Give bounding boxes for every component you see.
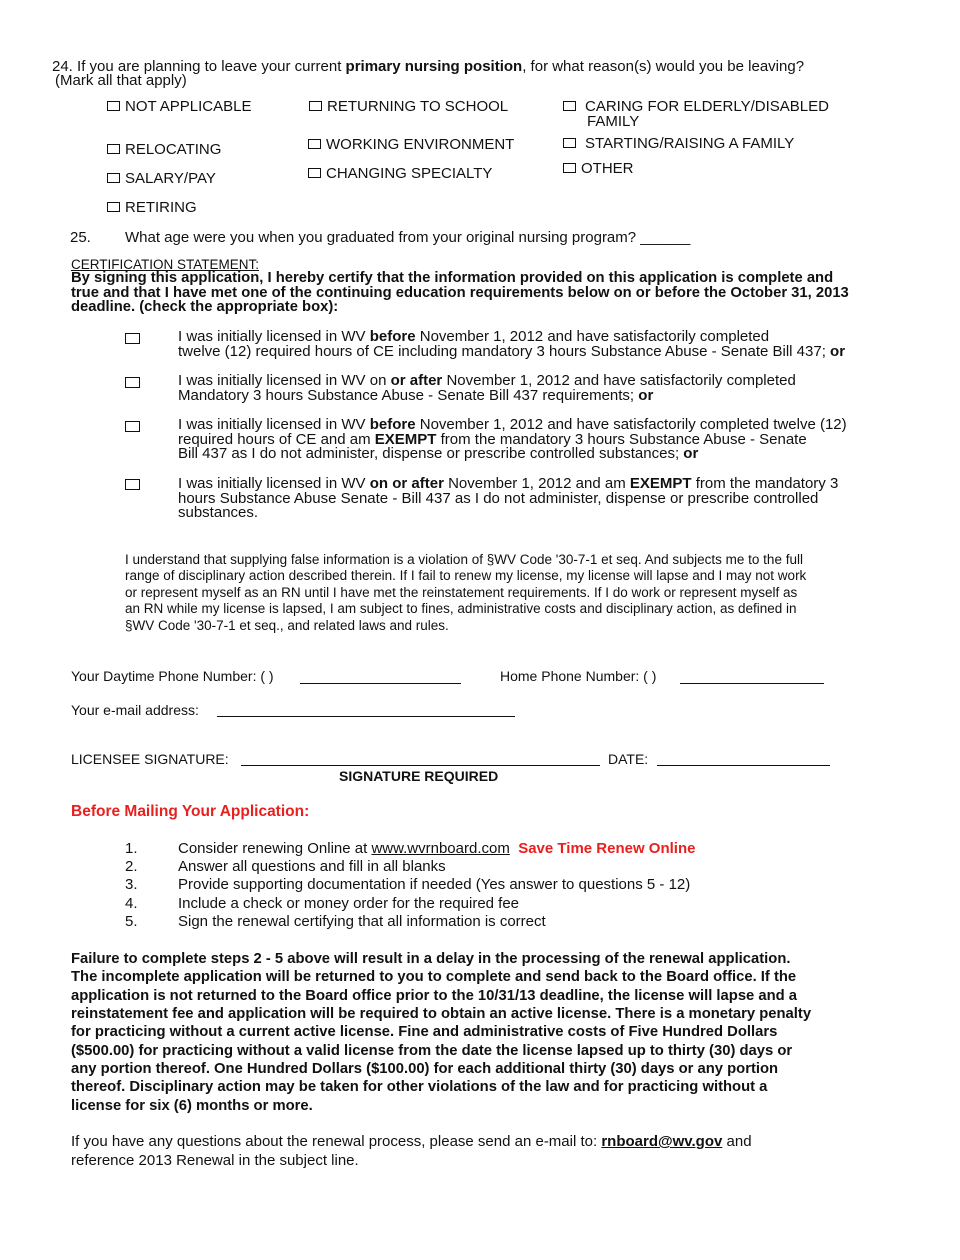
failure-line5: for practicing without a current active license. Fine and administrative costs of Five Hundred Dollars bbox=[71, 1024, 778, 1040]
failure-line9: license for six (6) months or more. bbox=[71, 1098, 313, 1114]
checkbox[interactable] bbox=[308, 168, 321, 178]
option-salary-pay[interactable] bbox=[107, 171, 216, 187]
step-4-number: 4. bbox=[125, 895, 138, 912]
checkbox[interactable] bbox=[563, 138, 576, 148]
cert-option-4-line2: hours Substance Abuse Senate - Bill 437 as I do not administer, dispense or prescribe controlled bbox=[178, 490, 819, 507]
email-label: Your e-mail address: bbox=[71, 702, 199, 718]
checkbox[interactable] bbox=[107, 144, 120, 154]
checkbox[interactable] bbox=[563, 163, 576, 173]
option-returning-to-school[interactable] bbox=[309, 99, 508, 115]
certification-statement-line1: By signing this application, I hereby certify that the information provided on this application is complete and bbox=[71, 270, 834, 286]
option-label: OTHER bbox=[581, 160, 634, 177]
home-phone-field[interactable] bbox=[680, 683, 824, 684]
cert-option-4-line1: I was initially licensed in WV on or after November 1, 2012 and am EXEMPT from the mandatory 3 bbox=[178, 475, 839, 492]
disclaimer-line2: range of disciplinary action described therein. If I fail to renew my license, my license will lapse and I may not work bbox=[125, 568, 807, 583]
option-label: NOT APPLICABLE bbox=[125, 98, 252, 115]
option-label: RETURNING TO SCHOOL bbox=[327, 98, 509, 115]
option-relocating[interactable] bbox=[107, 142, 221, 158]
cert-option-4-line3: substances. bbox=[178, 504, 259, 521]
checkbox[interactable] bbox=[563, 101, 576, 111]
q25-number: 25. bbox=[70, 229, 91, 246]
option-label: CHANGING SPECIALTY bbox=[326, 165, 493, 182]
disclaimer-line5: §WV Code '30-7-1 et seq., and related laws and rules. bbox=[125, 618, 449, 633]
option-caring-family-line2: FAMILY bbox=[587, 113, 640, 130]
disclaimer-line1: I understand that supplying false information is a violation of §WV Code '30-7-1 et seq. And subjects me to the full bbox=[125, 552, 803, 567]
failure-line3: application is not returned to the Board office prior to the 10/31/13 deadline, the license will lapse and a bbox=[71, 988, 798, 1004]
date-label: DATE: bbox=[608, 751, 649, 767]
option-changing-specialty[interactable] bbox=[308, 166, 492, 182]
step-1: Consider renewing Online at www.wvrnboard.com Save Time Renew Online bbox=[178, 840, 696, 857]
failure-line8: thereof. Disciplinary action may be taken for other violations of the law and for practicing without a bbox=[71, 1079, 768, 1095]
certification-heading: CERTIFICATION STATEMENT: bbox=[71, 257, 260, 272]
date-field[interactable] bbox=[657, 765, 830, 766]
q24-text-pre: If you are planning to leave your current bbox=[77, 58, 346, 75]
signature-label: LICENSEE SIGNATURE: bbox=[71, 751, 229, 767]
checkbox[interactable] bbox=[309, 101, 322, 111]
cert-option-1-line1: I was initially licensed in WV before November 1, 2012 and have satisfactorily completed bbox=[178, 328, 770, 345]
step-2: Answer all questions and fill in all blanks bbox=[178, 858, 446, 875]
checkbox[interactable] bbox=[107, 173, 120, 183]
step-5: Sign the renewal certifying that all information is correct bbox=[178, 913, 546, 930]
daytime-phone-field[interactable] bbox=[300, 683, 461, 684]
failure-line7: any portion thereof. One Hundred Dollars ($100.00) for each additional thirty (30) days or any portion bbox=[71, 1061, 779, 1077]
option-other[interactable] bbox=[563, 161, 634, 177]
failure-line6: ($500.00) for practicing without a valid license from the date the license lapsed up to thirty (30) days or bbox=[71, 1043, 793, 1059]
wvrnboard-link[interactable]: www.wvrnboard.com bbox=[371, 840, 510, 857]
questions-line2: reference 2013 Renewal in the subject line. bbox=[71, 1152, 359, 1169]
signature-field[interactable] bbox=[241, 765, 600, 766]
rnboard-email-link[interactable]: rnboard@wv.gov bbox=[601, 1133, 723, 1150]
step-2-number: 2. bbox=[125, 858, 138, 875]
option-label: SALARY/PAY bbox=[125, 170, 216, 187]
option-label: STARTING/RAISING A FAMILY bbox=[585, 135, 795, 152]
daytime-phone-label: Your Daytime Phone Number: ( ) bbox=[71, 668, 274, 684]
before-mailing-heading: Before Mailing Your Application: bbox=[71, 803, 310, 820]
cert-option-3-line1: I was initially licensed in WV before November 1, 2012 and have satisfactorily completed twelve (12) bbox=[178, 416, 847, 433]
cert-option-1-line2: twelve (12) required hours of CE including mandatory 3 hours Substance Abuse - Senate Bill 437; or bbox=[178, 343, 846, 360]
disclaimer-line4: an RN while my license is lapsed, I am subject to fines, administrative costs and disciplinary action, as defined in bbox=[125, 601, 797, 616]
step-1-number: 1. bbox=[125, 840, 138, 857]
cert-option-3-line2: required hours of CE and am EXEMPT from the mandatory 3 hours Substance Abuse - Senate bbox=[178, 431, 807, 448]
certification-statement-line2: true and that I have met one of the continuing education requirements below on or before the October 31, 2013 bbox=[71, 285, 849, 301]
option-label: RELOCATING bbox=[125, 141, 222, 158]
option-label: WORKING ENVIRONMENT bbox=[326, 136, 515, 153]
step-4: Include a check or money order for the required fee bbox=[178, 895, 520, 912]
q24-number: 24. bbox=[52, 58, 73, 75]
cert-option-3-line3: Bill 437 as I do not administer, dispense or prescribe controlled substances; or bbox=[178, 445, 699, 462]
option-not-applicable[interactable] bbox=[107, 99, 251, 115]
home-phone-label: Home Phone Number: ( ) bbox=[500, 668, 657, 684]
cert-option-2-line2: Mandatory 3 hours Substance Abuse - Senate Bill 437 requirements; or bbox=[178, 387, 654, 404]
option-label: RETIRING bbox=[125, 199, 197, 216]
option-label: CARING FOR ELDERLY/DISABLED bbox=[585, 98, 829, 115]
step-5-number: 5. bbox=[125, 913, 138, 930]
option-starting-family[interactable] bbox=[563, 136, 794, 152]
cert-option-4-checkbox[interactable] bbox=[125, 479, 140, 490]
signature-required-note: SIGNATURE REQUIRED bbox=[339, 768, 499, 784]
questions-line1: If you have any questions about the renewal process, please send an e-mail to: rnboard@wv.gov and bbox=[71, 1133, 752, 1150]
email-field[interactable] bbox=[217, 716, 515, 717]
checkbox[interactable] bbox=[308, 139, 321, 149]
failure-line2: The incomplete application will be returned to you to complete and send back to the Board office. If the bbox=[71, 969, 797, 985]
cert-option-2-line1: I was initially licensed in WV on or after November 1, 2012 and have satisfactorily completed bbox=[178, 372, 796, 389]
cert-option-3-checkbox[interactable] bbox=[125, 421, 140, 432]
checkbox[interactable] bbox=[107, 202, 120, 212]
option-working-environment[interactable] bbox=[308, 137, 514, 153]
disclaimer-line3: or represent myself as an RN until I have met the reinstatement requirements. If I do work or represent myself as bbox=[125, 585, 798, 600]
q24-text-post: , for what reason(s) would you be leaving? bbox=[522, 58, 805, 75]
failure-line1: Failure to complete steps 2 - 5 above will result in a delay in the processing of the renewal application. bbox=[71, 951, 791, 967]
certification-statement-line3: deadline. (check the appropriate box): bbox=[71, 299, 339, 315]
step-3-number: 3. bbox=[125, 876, 138, 893]
q24-subtitle: (Mark all that apply) bbox=[55, 72, 187, 89]
step-3: Provide supporting documentation if needed (Yes answer to questions 5 - 12) bbox=[178, 876, 691, 893]
q24-text-bold: primary nursing position bbox=[345, 58, 523, 75]
cert-option-2-checkbox[interactable] bbox=[125, 377, 140, 388]
cert-option-1-checkbox[interactable] bbox=[125, 333, 140, 344]
failure-line4: reinstatement fee and application will be required to obtain an active license. There is a monetary penalty bbox=[71, 1006, 812, 1022]
save-time-highlight: Save Time Renew Online bbox=[518, 840, 696, 857]
option-retiring[interactable] bbox=[107, 200, 197, 216]
q25-text[interactable]: What age were you when you graduated from your original nursing program? ______ bbox=[125, 229, 691, 246]
checkbox[interactable] bbox=[107, 101, 120, 111]
